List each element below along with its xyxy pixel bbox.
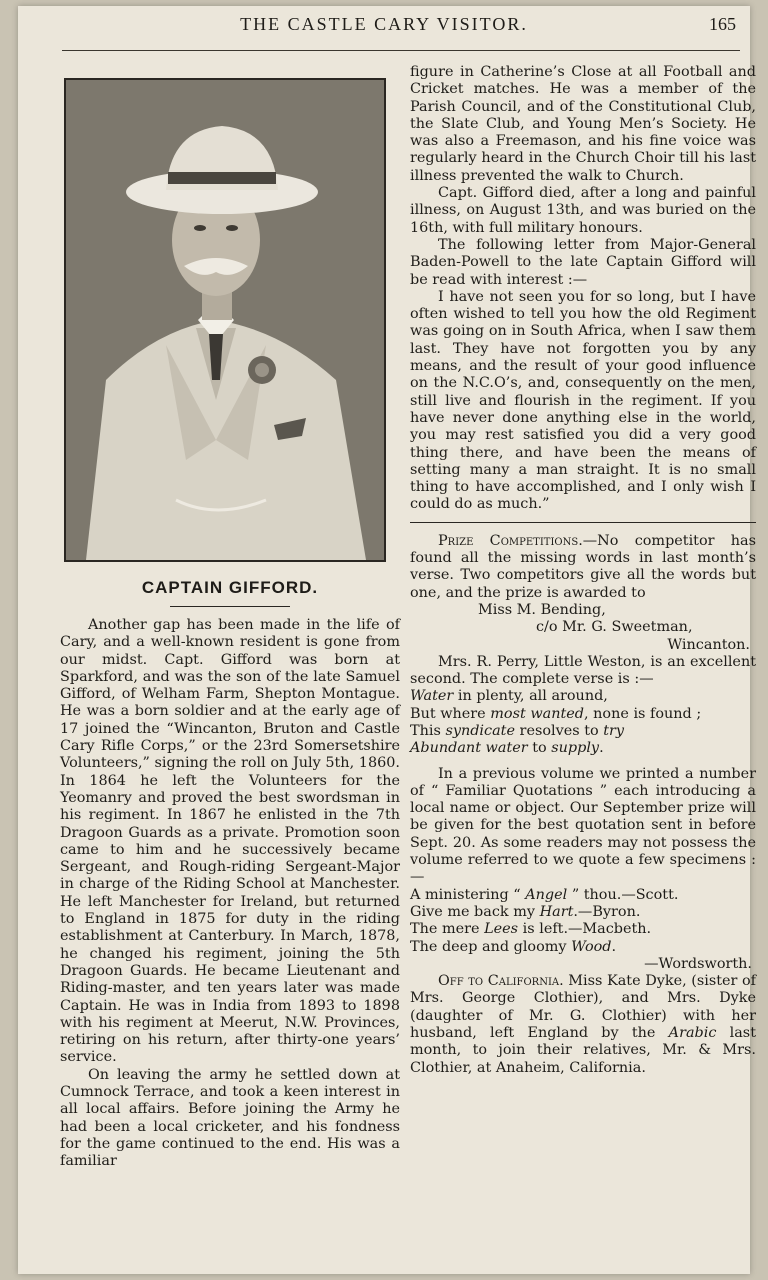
winner-town: Wincanton.	[667, 636, 750, 653]
verse-line: Water in plenty, all around,	[410, 688, 608, 705]
obituary-paragraph: Capt. Gifford died, after a long and painful illness, on August 13th, and was buried on the 16th, with full military honours.	[410, 185, 756, 236]
page-number: 165	[709, 14, 736, 34]
quote-line: The deep and gloomy Wood.	[410, 938, 617, 955]
verse-line: But where most wanted, none is found ;	[410, 705, 702, 722]
prize-intro-text: —No competitor has found all the missing words in last month’s verse. Two competitors give all the words but one, and the prize is awarded to	[410, 532, 757, 601]
header-rule	[62, 50, 740, 51]
left-column	[60, 78, 400, 1171]
obituary-paragraph: On leaving the army he settled down at Cumnock Terrace, and took a keen interest in all local affairs. Before joining the Army he had been a local cricketer, and his fondness for the game continued to the end. His was a familiar	[60, 1066, 400, 1170]
verse-line: Abundant water to supply.	[410, 740, 604, 757]
obituary-paragraph: The following letter from Major-General Baden-Powell to the late Captain Gifford will be read with interest :—	[410, 236, 756, 288]
section-rule	[410, 522, 756, 523]
prize-heading: Prize Competitions.	[438, 532, 583, 549]
california-heading: Off to California.	[438, 973, 564, 990]
obituary-paragraph: Another gap has been made in the life of Cary, and a well-known resident is gone from our midst. Capt. Gifford was born at Sparkford, and was the son of the late Samuel Gifford, of Welham Farm, Shepton Montague. He was a born soldier and at the early age of 17 joined the “Wincanton, Bruton and Castle Cary Rifle Corps,” or the 23rd Somersetshire Volunteers,” signing the roll on July 5th, 1860. In 1864 he left the Volunteers for the Yeomanry and proved the best swordsman in his regiment. In 1867 he enlisted in the 7th Dragoon Guards as a private. Promotion soon came to him and he successively became Sergeant, and Rough-riding Sergeant-Major in charge of the Riding School at Manchester. He left Manchester for Ireland, but returned to England in 1875 for duty in the riding establishment at Canterbury. In March, 1878, he changed his regiment, joining the 5th Dragoon Guards. He became Lieutenant and Riding-master, and ten years later was made Captain. He was in India from 1893 to 1898 with his regiment at Meerut, N.W. Provinces, retiring on his return, after thirty-one years’ service.	[60, 617, 400, 1066]
second-place: Mrs. R. Perry, Little Weston, is an excellent second. The complete verse is :—	[410, 653, 756, 688]
winner-name: Miss M. Bending,	[478, 601, 606, 618]
portrait-illustration	[66, 80, 384, 560]
quote-line: Give me back my Hart.—Byron.	[410, 903, 641, 920]
california-paragraph: Off to California. Miss Kate Dyke, (sister of Mrs. George Clothier), and Mrs. Dyke (daughter of Mr. G. Clothier) with her husband, left England by the Arabic last month, to join their relatives, Mr. & Mrs. Clothier, at Anaheim, California.	[410, 973, 756, 1076]
verse-line: This syndicate resolves to try	[410, 722, 625, 739]
portrait-photo	[64, 78, 386, 562]
photo-caption: CAPTAIN GIFFORD.	[141, 578, 319, 597]
quote-line: A ministering “ Angel ” thou.—Scott.	[410, 886, 679, 903]
quote-attribution: —Wordsworth.	[644, 955, 752, 972]
quote-line: The mere Lees is left.—Macbeth.	[410, 921, 652, 938]
ship-name: Arabic	[668, 1025, 717, 1042]
quotations-announcement: In a previous volume we printed a number of “ Familiar Quotations ” each introducing a local name or object. Our September prize will be given for the best quotation sent in before Sept. 20. As some readers may not possess the volume referred to we quote a few specimens :—	[410, 765, 756, 886]
page-header	[18, 14, 750, 42]
newspaper-page	[18, 6, 757, 1274]
prize-intro	[410, 533, 756, 602]
right-column	[410, 64, 756, 1077]
publication-title: THE CASTLE CARY VISITOR.	[240, 14, 528, 34]
letter-quote: I have not seen you for so long, but I have often wished to tell you how the old Regiment was going on in South Africa, when I saw them last. They have not forgotten you by any means, and the result of your good influence on the N.C.O’s, and, consequently on the men, still live and flourish in the regiment. If you have never done anything else in the world, you may rest satisfied you did a very good thing there, and have been the means of setting many a man straight. It is no small thing to have accomplished, and I only wish I could do as much.”	[410, 288, 756, 513]
caption-rule	[170, 606, 290, 607]
winner-care-of: c/o Mr. G. Sweetman,	[536, 619, 693, 636]
obituary-continuation: figure in Catherine’s Close at all Football and Cricket matches. He was a member of the Parish Council, and of the Constitutional Club, the Slate Club, and Young Men’s Society. He was also a Freemason, and his fine voice was regularly heard in the Church Choir till his last illness prevented the walk to Church.	[410, 64, 756, 184]
